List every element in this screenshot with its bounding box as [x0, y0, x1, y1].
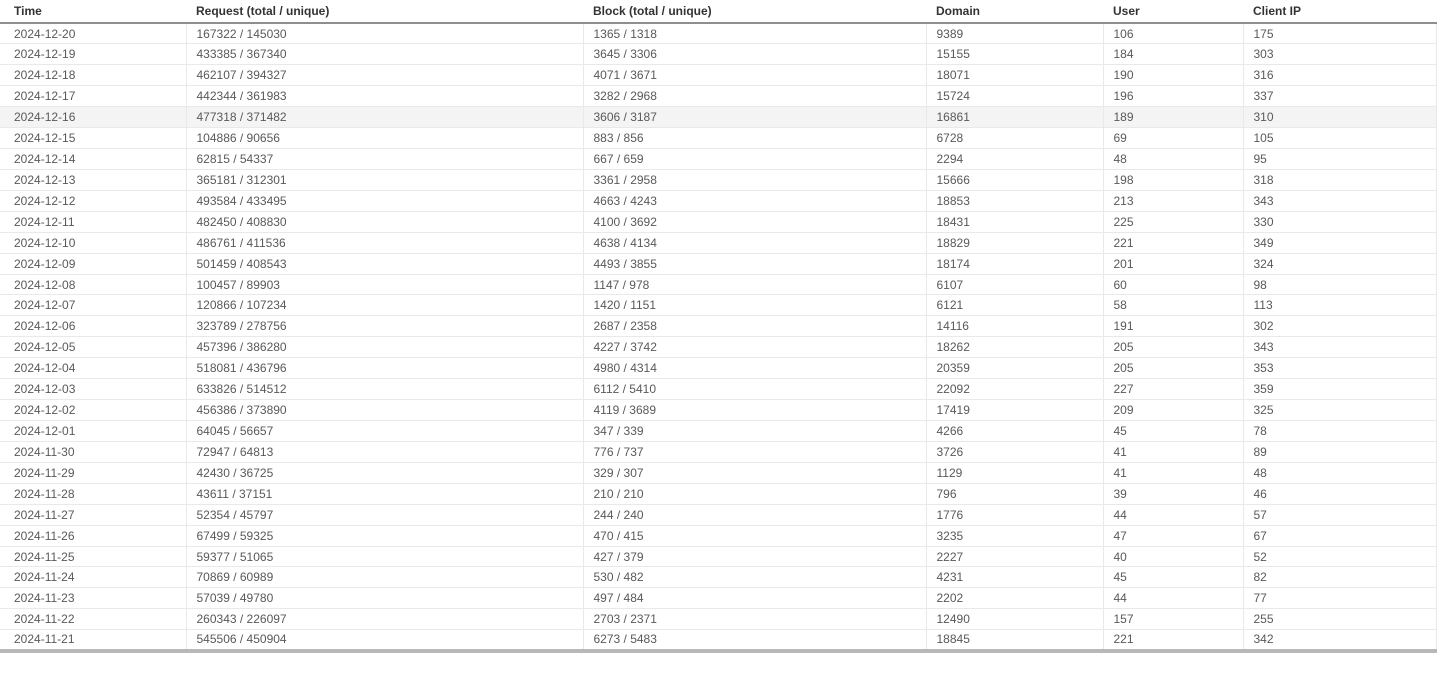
cell-client_ip: 255	[1243, 609, 1436, 630]
column-header-client_ip: Client IP	[1243, 0, 1436, 23]
cell-domain: 18431	[926, 211, 1103, 232]
cell-request: 59377 / 51065	[186, 546, 583, 567]
cell-domain: 4231	[926, 567, 1103, 588]
cell-domain: 6121	[926, 295, 1103, 316]
table-row[interactable]	[0, 128, 1436, 149]
table-row[interactable]	[0, 253, 1436, 274]
cell-block: 497 / 484	[583, 588, 926, 609]
column-header-block: Block (total / unique)	[583, 0, 926, 23]
cell-request: 42430 / 36725	[186, 462, 583, 483]
cell-domain: 15155	[926, 44, 1103, 65]
table-row[interactable]	[0, 295, 1436, 316]
cell-domain: 2227	[926, 546, 1103, 567]
cell-client_ip: 113	[1243, 295, 1436, 316]
table-row[interactable]	[0, 609, 1436, 630]
cell-domain: 18174	[926, 253, 1103, 274]
cell-time: 2024-12-15	[0, 128, 186, 149]
cell-request: 70869 / 60989	[186, 567, 583, 588]
cell-domain: 18262	[926, 337, 1103, 358]
cell-block: 244 / 240	[583, 504, 926, 525]
table-row[interactable]	[0, 421, 1436, 442]
cell-client_ip: 359	[1243, 379, 1436, 400]
cell-domain: 16861	[926, 107, 1103, 128]
cell-block: 530 / 482	[583, 567, 926, 588]
cell-block: 667 / 659	[583, 149, 926, 170]
table-header	[0, 0, 1436, 23]
cell-user: 213	[1103, 190, 1243, 211]
cell-domain: 3726	[926, 441, 1103, 462]
cell-user: 205	[1103, 337, 1243, 358]
cell-user: 41	[1103, 441, 1243, 462]
cell-block: 4071 / 3671	[583, 65, 926, 86]
cell-time: 2024-11-25	[0, 546, 186, 567]
cell-request: 104886 / 90656	[186, 128, 583, 149]
cell-user: 106	[1103, 23, 1243, 44]
cell-time: 2024-11-26	[0, 525, 186, 546]
cell-user: 227	[1103, 379, 1243, 400]
cell-time: 2024-12-19	[0, 44, 186, 65]
cell-domain: 796	[926, 483, 1103, 504]
cell-request: 62815 / 54337	[186, 149, 583, 170]
cell-time: 2024-12-13	[0, 169, 186, 190]
cell-client_ip: 105	[1243, 128, 1436, 149]
table-row[interactable]	[0, 86, 1436, 107]
cell-time: 2024-11-27	[0, 504, 186, 525]
cell-request: 477318 / 371482	[186, 107, 583, 128]
cell-block: 4663 / 4243	[583, 190, 926, 211]
cell-client_ip: 318	[1243, 169, 1436, 190]
cell-domain: 20359	[926, 358, 1103, 379]
table-row[interactable]	[0, 546, 1436, 567]
cell-time: 2024-12-07	[0, 295, 186, 316]
cell-client_ip: 48	[1243, 462, 1436, 483]
table-row[interactable]	[0, 337, 1436, 358]
cell-time: 2024-12-05	[0, 337, 186, 358]
cell-block: 776 / 737	[583, 441, 926, 462]
cell-user: 221	[1103, 630, 1243, 651]
table-row[interactable]	[0, 211, 1436, 232]
cell-domain: 6728	[926, 128, 1103, 149]
cell-domain: 6107	[926, 274, 1103, 295]
cell-time: 2024-11-28	[0, 483, 186, 504]
cell-domain: 17419	[926, 400, 1103, 421]
cell-request: 486761 / 411536	[186, 232, 583, 253]
cell-user: 39	[1103, 483, 1243, 504]
cell-user: 198	[1103, 169, 1243, 190]
cell-client_ip: 324	[1243, 253, 1436, 274]
table-row[interactable]	[0, 358, 1436, 379]
cell-block: 4493 / 3855	[583, 253, 926, 274]
cell-request: 64045 / 56657	[186, 421, 583, 442]
cell-user: 184	[1103, 44, 1243, 65]
cell-block: 329 / 307	[583, 462, 926, 483]
cell-request: 545506 / 450904	[186, 630, 583, 651]
cell-client_ip: 353	[1243, 358, 1436, 379]
cell-request: 457396 / 386280	[186, 337, 583, 358]
cell-time: 2024-12-18	[0, 65, 186, 86]
cell-domain: 12490	[926, 609, 1103, 630]
cell-time: 2024-12-02	[0, 400, 186, 421]
cell-block: 347 / 339	[583, 421, 926, 442]
table-row[interactable]	[0, 316, 1436, 337]
cell-user: 45	[1103, 421, 1243, 442]
cell-time: 2024-11-30	[0, 441, 186, 462]
cell-request: 323789 / 278756	[186, 316, 583, 337]
cell-request: 493584 / 433495	[186, 190, 583, 211]
cell-domain: 4266	[926, 421, 1103, 442]
table-row[interactable]	[0, 441, 1436, 462]
cell-domain: 1129	[926, 462, 1103, 483]
cell-domain: 18071	[926, 65, 1103, 86]
cell-client_ip: 342	[1243, 630, 1436, 651]
cell-user: 209	[1103, 400, 1243, 421]
cell-domain: 2294	[926, 149, 1103, 170]
cell-block: 3645 / 3306	[583, 44, 926, 65]
cell-user: 58	[1103, 295, 1243, 316]
cell-client_ip: 46	[1243, 483, 1436, 504]
cell-time: 2024-12-01	[0, 421, 186, 442]
cell-request: 260343 / 226097	[186, 609, 583, 630]
cell-domain: 18829	[926, 232, 1103, 253]
cell-request: 365181 / 312301	[186, 169, 583, 190]
cell-client_ip: 337	[1243, 86, 1436, 107]
table-row[interactable]	[0, 149, 1436, 170]
cell-user: 60	[1103, 274, 1243, 295]
cell-request: 456386 / 373890	[186, 400, 583, 421]
cell-request: 57039 / 49780	[186, 588, 583, 609]
cell-client_ip: 343	[1243, 190, 1436, 211]
table-row[interactable]	[0, 274, 1436, 295]
cell-client_ip: 330	[1243, 211, 1436, 232]
cell-domain: 9389	[926, 23, 1103, 44]
cell-user: 47	[1103, 525, 1243, 546]
cell-client_ip: 310	[1243, 107, 1436, 128]
cell-block: 6273 / 5483	[583, 630, 926, 651]
cell-block: 1365 / 1318	[583, 23, 926, 44]
cell-domain: 15724	[926, 86, 1103, 107]
table-row[interactable]	[0, 169, 1436, 190]
cell-user: 44	[1103, 588, 1243, 609]
table-row[interactable]	[0, 400, 1436, 421]
table-row[interactable]	[0, 630, 1436, 651]
table-body	[0, 23, 1436, 651]
cell-time: 2024-12-17	[0, 86, 186, 107]
cell-domain: 14116	[926, 316, 1103, 337]
cell-time: 2024-11-23	[0, 588, 186, 609]
cell-time: 2024-11-22	[0, 609, 186, 630]
table-row[interactable]	[0, 504, 1436, 525]
cell-block: 1147 / 978	[583, 274, 926, 295]
cell-user: 45	[1103, 567, 1243, 588]
cell-time: 2024-12-11	[0, 211, 186, 232]
cell-request: 167322 / 145030	[186, 23, 583, 44]
cell-block: 2703 / 2371	[583, 609, 926, 630]
cell-user: 221	[1103, 232, 1243, 253]
cell-user: 190	[1103, 65, 1243, 86]
cell-time: 2024-12-06	[0, 316, 186, 337]
cell-domain: 15666	[926, 169, 1103, 190]
cell-time: 2024-12-10	[0, 232, 186, 253]
cell-block: 1420 / 1151	[583, 295, 926, 316]
cell-time: 2024-11-24	[0, 567, 186, 588]
cell-domain: 1776	[926, 504, 1103, 525]
cell-block: 3361 / 2958	[583, 169, 926, 190]
cell-client_ip: 325	[1243, 400, 1436, 421]
cell-request: 100457 / 89903	[186, 274, 583, 295]
cell-user: 40	[1103, 546, 1243, 567]
cell-block: 470 / 415	[583, 525, 926, 546]
cell-client_ip: 57	[1243, 504, 1436, 525]
table-row[interactable]	[0, 379, 1436, 400]
column-header-domain: Domain	[926, 0, 1103, 23]
header-row	[0, 0, 1436, 23]
cell-user: 196	[1103, 86, 1243, 107]
cell-block: 4638 / 4134	[583, 232, 926, 253]
cell-request: 501459 / 408543	[186, 253, 583, 274]
cell-client_ip: 89	[1243, 441, 1436, 462]
cell-time: 2024-11-21	[0, 630, 186, 651]
cell-request: 633826 / 514512	[186, 379, 583, 400]
table-row[interactable]	[0, 525, 1436, 546]
cell-request: 52354 / 45797	[186, 504, 583, 525]
cell-client_ip: 316	[1243, 65, 1436, 86]
cell-client_ip: 302	[1243, 316, 1436, 337]
table-row[interactable]	[0, 232, 1436, 253]
cell-client_ip: 303	[1243, 44, 1436, 65]
cell-client_ip: 78	[1243, 421, 1436, 442]
cell-user: 41	[1103, 462, 1243, 483]
cell-user: 44	[1103, 504, 1243, 525]
cell-request: 43611 / 37151	[186, 483, 583, 504]
cell-client_ip: 349	[1243, 232, 1436, 253]
cell-block: 2687 / 2358	[583, 316, 926, 337]
cell-request: 482450 / 408830	[186, 211, 583, 232]
cell-time: 2024-12-16	[0, 107, 186, 128]
cell-time: 2024-11-29	[0, 462, 186, 483]
table-row[interactable]	[0, 107, 1436, 128]
cell-block: 210 / 210	[583, 483, 926, 504]
cell-user: 225	[1103, 211, 1243, 232]
cell-user: 48	[1103, 149, 1243, 170]
cell-block: 4100 / 3692	[583, 211, 926, 232]
cell-block: 427 / 379	[583, 546, 926, 567]
cell-request: 67499 / 59325	[186, 525, 583, 546]
table-row[interactable]	[0, 462, 1436, 483]
column-header-request: Request (total / unique)	[186, 0, 583, 23]
cell-client_ip: 175	[1243, 23, 1436, 44]
cell-block: 6112 / 5410	[583, 379, 926, 400]
cell-time: 2024-12-03	[0, 379, 186, 400]
cell-block: 3282 / 2968	[583, 86, 926, 107]
cell-request: 72947 / 64813	[186, 441, 583, 462]
cell-block: 4980 / 4314	[583, 358, 926, 379]
table-row[interactable]	[0, 65, 1436, 86]
column-header-time: Time	[0, 0, 186, 23]
cell-user: 69	[1103, 128, 1243, 149]
cell-domain: 3235	[926, 525, 1103, 546]
cell-request: 120866 / 107234	[186, 295, 583, 316]
cell-time: 2024-12-04	[0, 358, 186, 379]
cell-time: 2024-12-12	[0, 190, 186, 211]
table-row[interactable]	[0, 23, 1436, 44]
column-header-user: User	[1103, 0, 1243, 23]
cell-request: 518081 / 436796	[186, 358, 583, 379]
cell-time: 2024-12-14	[0, 149, 186, 170]
table-row[interactable]	[0, 483, 1436, 504]
cell-client_ip: 67	[1243, 525, 1436, 546]
cell-domain: 22092	[926, 379, 1103, 400]
cell-time: 2024-12-09	[0, 253, 186, 274]
cell-block: 883 / 856	[583, 128, 926, 149]
cell-block: 3606 / 3187	[583, 107, 926, 128]
cell-client_ip: 343	[1243, 337, 1436, 358]
cell-user: 191	[1103, 316, 1243, 337]
cell-time: 2024-12-08	[0, 274, 186, 295]
cell-client_ip: 77	[1243, 588, 1436, 609]
table-row[interactable]	[0, 567, 1436, 588]
cell-user: 201	[1103, 253, 1243, 274]
cell-user: 189	[1103, 107, 1243, 128]
table-row[interactable]	[0, 190, 1436, 211]
cell-block: 4227 / 3742	[583, 337, 926, 358]
cell-request: 433385 / 367340	[186, 44, 583, 65]
cell-client_ip: 52	[1243, 546, 1436, 567]
table-row[interactable]	[0, 44, 1436, 65]
cell-time: 2024-12-20	[0, 23, 186, 44]
cell-user: 205	[1103, 358, 1243, 379]
cell-request: 462107 / 394327	[186, 65, 583, 86]
cell-domain: 18853	[926, 190, 1103, 211]
cell-request: 442344 / 361983	[186, 86, 583, 107]
cell-client_ip: 98	[1243, 274, 1436, 295]
cell-domain: 2202	[926, 588, 1103, 609]
cell-domain: 18845	[926, 630, 1103, 651]
cell-block: 4119 / 3689	[583, 400, 926, 421]
table-row[interactable]	[0, 588, 1436, 609]
cell-client_ip: 95	[1243, 149, 1436, 170]
cell-user: 157	[1103, 609, 1243, 630]
cell-client_ip: 82	[1243, 567, 1436, 588]
